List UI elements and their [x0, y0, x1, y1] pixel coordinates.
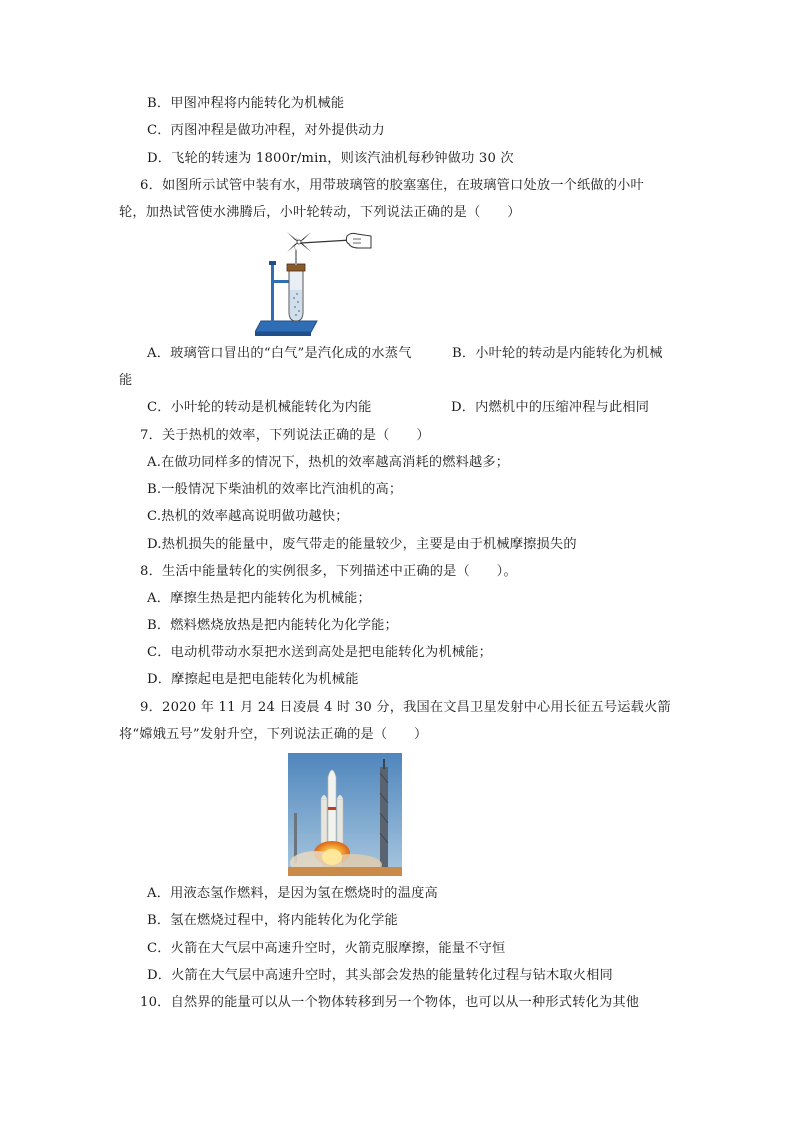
- question-7-option-a: A.在做功同样多的情况下，热机的效率越高消耗的燃料越多；: [147, 455, 510, 470]
- question-6-option-d: D．内燃机中的压缩冲程与此相同: [451, 400, 650, 415]
- option-b-line: B．甲图冲程将内能转化为机械能: [147, 96, 345, 111]
- question-8-stem: 8．生活中能量转化的实例很多，下列描述中正确的是（ ）。: [140, 564, 517, 579]
- question-8-option-a: A．摩擦生热是把内能转化为机械能；: [147, 591, 371, 606]
- question-7-stem: 7．关于热机的效率，下列说法正确的是（ ）: [140, 428, 430, 443]
- question-9-option-c: C．火箭在大气层中高速升空时，火箭克服摩擦，能量不守恒: [147, 941, 506, 956]
- pinwheel-stick: [301, 240, 351, 243]
- option-c-line: C．丙图冲程是做功冲程，对外提供动力: [147, 123, 385, 138]
- option-d-line: D．飞轮的转速为 1800r/min，则该汽油机每秒钟做功 30 次: [147, 151, 514, 166]
- test-tube-pinwheel-figure: [255, 228, 375, 340]
- glass-pipe: [295, 250, 297, 265]
- rubber-stopper: [287, 264, 305, 271]
- question-9-option-b: B．氢在燃烧过程中，将内能转化为化学能: [147, 913, 398, 928]
- question-7-option-d: D.热机损失的能量中，废气带走的能量较少，主要是由于机械摩擦损失的: [147, 537, 577, 552]
- question-6-option-b: B．小叶轮的转动是内能转化为机械: [452, 346, 663, 361]
- question-9-option-a: A．用液态氢作燃料，是因为氢在燃烧时的温度高: [147, 886, 438, 901]
- question-8-option-c: C．电动机带动水泵把水送到高处是把电能转化为机械能；: [147, 645, 492, 660]
- question-8-option-d: D．摩擦起电是把电能转化为机械能: [147, 672, 359, 687]
- question-6-option-c: C．小叶轮的转动是机械能转化为内能: [147, 400, 372, 415]
- question-9-stem: 9．2020 年 11 月 24 日凌晨 4 时 30 分，我国在文昌卫星发射中心用长征五号运载火箭: [140, 700, 671, 715]
- pinwheel-icon: [287, 232, 311, 252]
- question-6-stem-cont: 轮，加热试管使水沸腾后，小叶轮转动，下列说法正确的是（ ）: [119, 205, 521, 220]
- question-10-stem: 10．自然界的能量可以从一个物体转移到另一个物体，也可以从一种形式转化为其他: [140, 995, 640, 1010]
- rocket-launch-photo: [288, 753, 402, 876]
- test-tube: [289, 270, 303, 321]
- question-7-option-c: C.热机的效率越高说明做功越快；: [147, 509, 349, 524]
- stand-rod: [271, 263, 274, 323]
- question-8-option-b: B．燃料燃烧放热是把内能转化为化学能；: [147, 618, 398, 633]
- question-6-option-b-cont: 能: [119, 373, 133, 388]
- question-9-option-d: D．火箭在大气层中高速升空时，其头部会发热的能量转化过程与钻木取火相同: [147, 968, 613, 983]
- stand-base: [255, 321, 317, 336]
- question-6-option-a: A．玻璃管口冒出的“白气”是汽化成的水蒸气: [147, 346, 412, 361]
- question-7-option-b: B.一般情况下柴油机的效率比汽油机的高；: [147, 482, 403, 497]
- question-6-stem: 6．如图所示试管中装有水，用带玻璃管的胶塞塞住，在玻璃管口处放一个纸做的小叶: [140, 178, 644, 193]
- question-9-stem-cont: 将“嫦娥五号”发射升空，下列说法正确的是（ ）: [119, 727, 428, 742]
- hand-icon: [346, 233, 371, 248]
